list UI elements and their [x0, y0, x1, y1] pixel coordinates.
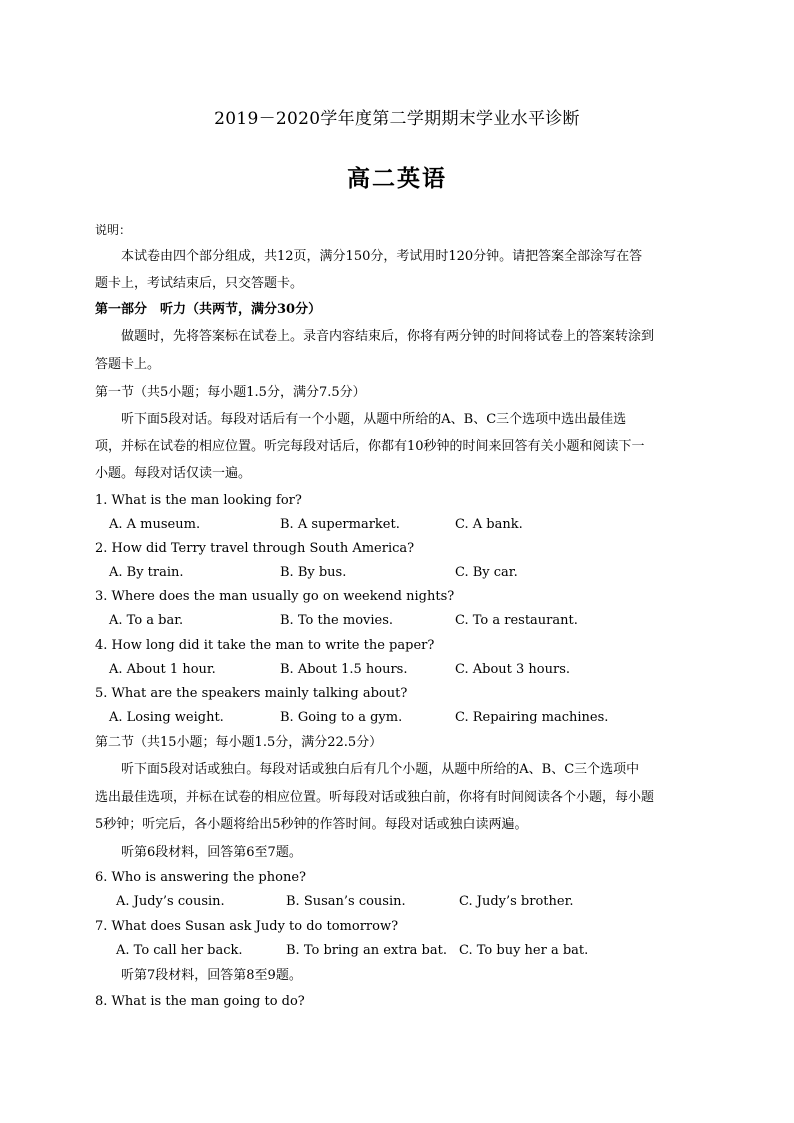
- part1-text-line2: 答题卡上。: [95, 357, 161, 372]
- option-b: B. By bus.: [280, 565, 347, 580]
- option-c: C. About 3 hours.: [455, 662, 571, 677]
- part1-text-line1: 做题时，先将答案标在试卷上。录音内容结束后，你将有两分钟的时间将试卷上的答案转涂到: [121, 329, 655, 344]
- option-a: A. By train.: [109, 565, 184, 580]
- question-stem: 3. Where does the man usually go on weekend nights?: [95, 589, 455, 604]
- question-stem: 5. What are the speakers mainly talking about?: [95, 686, 408, 701]
- option-b: B. Going to a gym.: [280, 710, 403, 725]
- section1-text-line1: 听下面5段对话。每段对话后有一个小题，从题中所给的A、B、C三个选项中选出最佳选: [121, 412, 627, 427]
- question-stem: 2. How did Terry travel through South America?: [95, 541, 415, 556]
- section2-text-line2: 选出最佳选项，并标在试卷的相应位置。听每段对话或独白前，你将有时间阅读各个小题，每小题: [95, 790, 655, 805]
- option-b: B. Susan’s cousin.: [286, 894, 406, 909]
- section1-text-line3: 小题。每段对话仅读一遍。: [95, 466, 252, 481]
- option-a: A. Judy’s cousin.: [116, 894, 225, 909]
- section2-text-line3: 5秒钟；听完后，各小题将给出5秒钟的作答时间。每段对话或独白读两遍。: [95, 817, 528, 832]
- exam-title: 2019－2020学年度第二学期期末学业水平诊断: [214, 109, 580, 129]
- question-stem: 8. What is the man going to do?: [95, 994, 305, 1009]
- subject-title: 高二英语: [347, 165, 447, 192]
- question-stem: 1. What is the man looking for?: [95, 493, 302, 508]
- option-b: B. To the movies.: [280, 613, 394, 628]
- option-a: A. To a bar.: [109, 613, 184, 628]
- section2-text-line1: 听下面5段对话或独白。每段对话或独白后有几个小题，从题中所给的A、B、C三个选项中: [121, 762, 640, 777]
- instructions-text-line1: 本试卷由四个部分组成，共12页，满分150分，考试用时120分钟。请把答案全部涂写在答: [121, 249, 643, 264]
- instructions-label: 说明：: [95, 223, 132, 237]
- option-a: A. About 1 hour.: [109, 662, 216, 677]
- option-c: C. To buy her a bat.: [459, 943, 589, 958]
- section2-heading: 第二节（共15小题；每小题1.5分，满分22.5分）: [95, 735, 383, 750]
- option-c: C. Judy’s brother.: [459, 894, 574, 909]
- section1-text-line2: 项，并标在试卷的相应位置。听完每段对话后，你都有10秒钟的时间来回答有关小题和阅读下一: [95, 439, 645, 454]
- option-a: A. Losing weight.: [109, 710, 224, 725]
- question-stem: 7. What does Susan ask Judy to do tomorrow?: [95, 919, 399, 934]
- part1-heading: 第一部分 听力（共两节，满分30分）: [95, 302, 322, 317]
- question-stem: 6. Who is answering the phone?: [95, 870, 306, 885]
- option-a: A. A museum.: [109, 517, 201, 532]
- option-b: B. About 1.5 hours.: [280, 662, 408, 677]
- option-c: C. To a restaurant.: [455, 613, 578, 628]
- option-c: C. By car.: [455, 565, 518, 580]
- option-b: B. A supermarket.: [280, 517, 400, 532]
- option-b: B. To bring an extra bat.: [286, 943, 447, 958]
- option-a: A. To call her back.: [116, 943, 243, 958]
- material-7-instruction: 听第7段材料，回答第8至9题。: [121, 968, 302, 983]
- option-c: C. A bank.: [455, 517, 523, 532]
- material-6-instruction: 听第6段材料，回答第6至7题。: [121, 845, 302, 860]
- section1-heading: 第一节（共5小题；每小题1.5分，满分7.5分）: [95, 385, 366, 400]
- instructions-text-line2: 题卡上，考试结束后，只交答题卡。: [95, 276, 304, 291]
- question-stem: 4. How long did it take the man to write the paper?: [95, 638, 435, 653]
- option-c: C. Repairing machines.: [455, 710, 609, 725]
